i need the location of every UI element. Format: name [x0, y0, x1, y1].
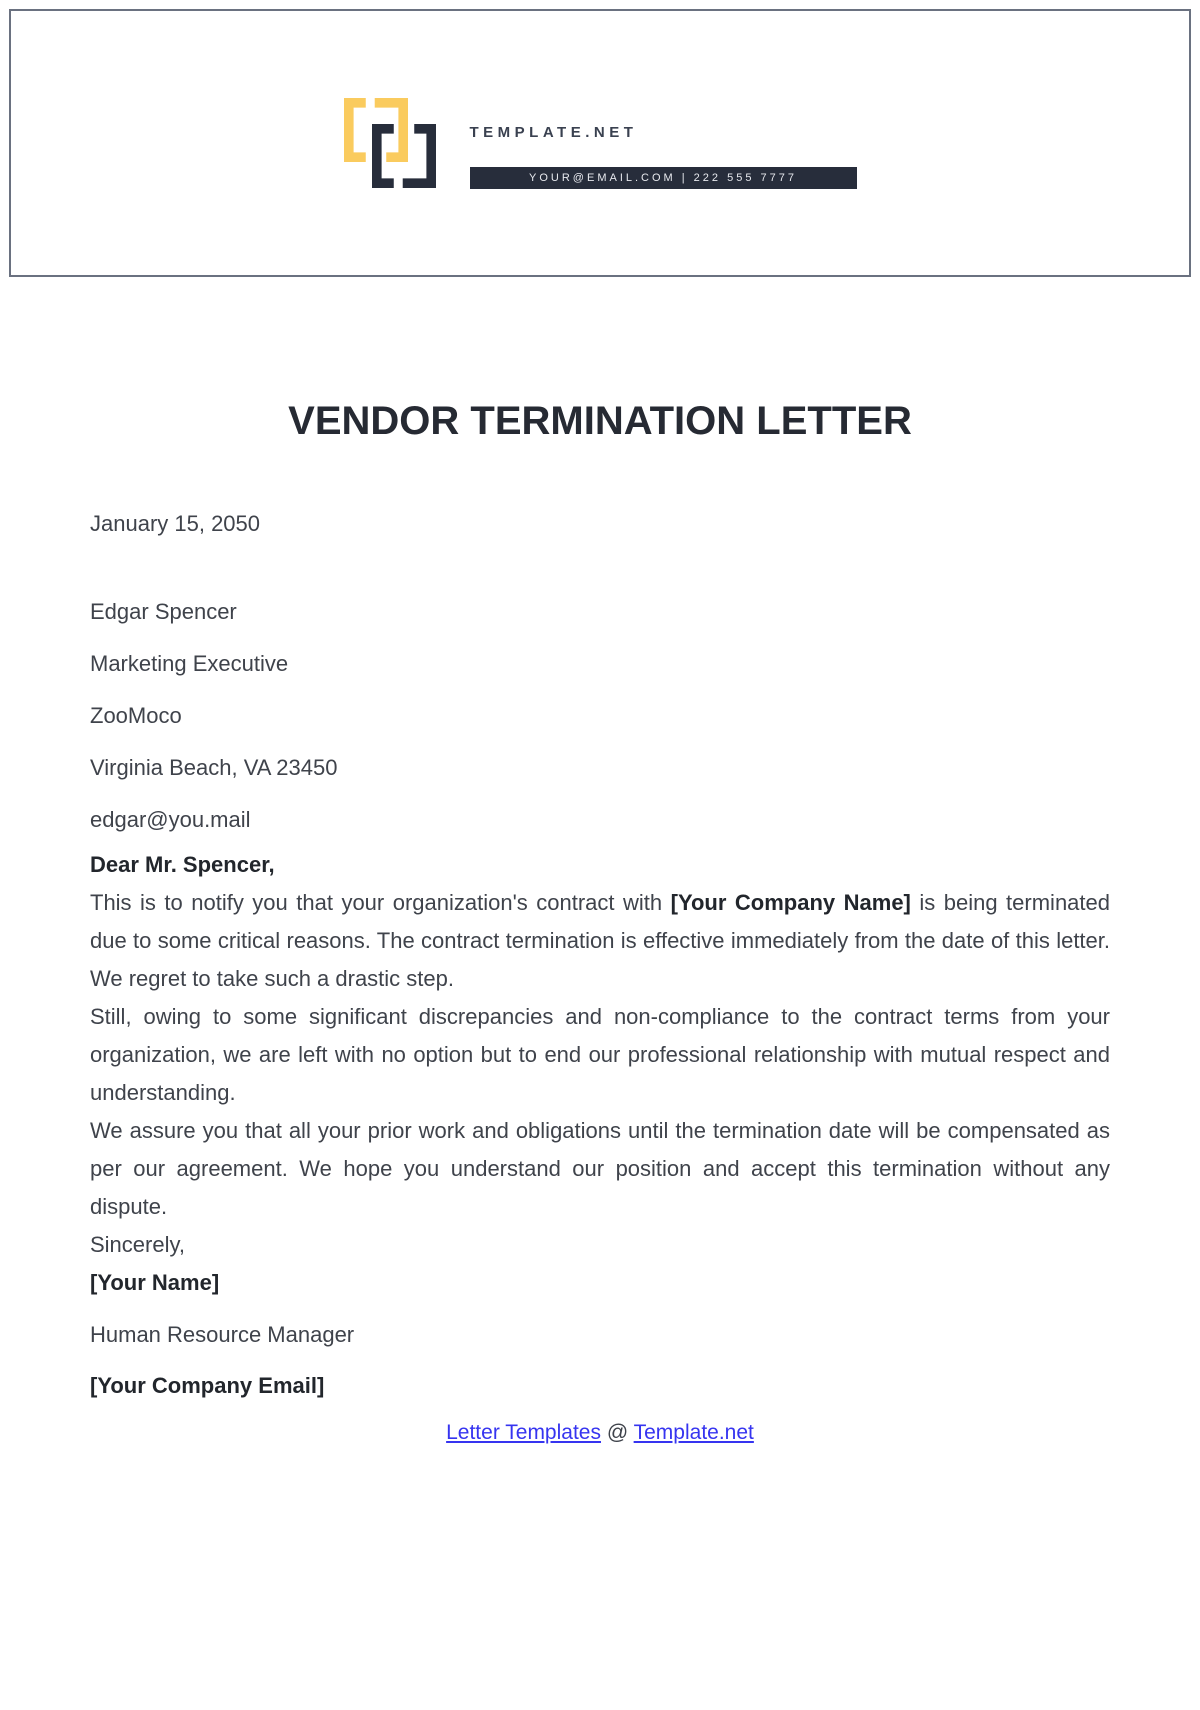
page-title: VENDOR TERMINATION LETTER	[288, 399, 912, 443]
paragraph-3: We assure you that all your prior work and obligations until the termination date will be compensated as per our agreement. We hope you understand our position and accept this termination without any dispute.	[90, 1118, 1110, 1219]
salutation: Dear Mr. Spencer,	[90, 852, 275, 877]
body-block	[90, 846, 1110, 1405]
contact-text: YOUR@EMAIL.COM | 222 555 7777	[529, 171, 797, 184]
recipient-address: Virginia Beach, VA 23450	[90, 755, 338, 780]
brand-name: TEMPLATE.NET	[469, 123, 638, 141]
template-net-link[interactable]: Template.net	[633, 1421, 754, 1444]
template-net-logo-icon	[344, 98, 436, 188]
closing: Sincerely,	[90, 1232, 185, 1257]
footer-attribution	[90, 1417, 1110, 1448]
letter-templates-link[interactable]: Letter Templates	[446, 1421, 601, 1444]
recipient-block	[90, 586, 1110, 846]
paragraph-1	[90, 884, 1110, 998]
recipient-title: Marketing Executive	[90, 651, 289, 676]
signature-name-placeholder: [Your Name]	[90, 1270, 220, 1295]
recipient-name: Edgar Spencer	[90, 599, 237, 624]
signature-title: Human Resource Manager	[90, 1322, 355, 1347]
contact-bar	[470, 167, 857, 189]
paragraph-1-text-cont: is being terminated due to some critical reasons. The contract termination is effective immediately from the date of this letter. We regret to take such a drastic step.	[90, 890, 1110, 991]
letterhead	[9, 9, 1191, 277]
paragraph-2: Still, owing to some significant discrepancies and non-compliance to the contract terms from your organization, we are left with no option but to end our professional relationship with mutual respect and understanding.	[90, 1004, 1110, 1105]
paragraph-1-text: This is to notify you that your organization's contract with	[90, 890, 671, 915]
brand-text-column	[470, 98, 857, 189]
brand-group	[344, 98, 857, 189]
letter-body	[0, 513, 1200, 1448]
signature-email-placeholder: [Your Company Email]	[90, 1373, 325, 1398]
company-name-placeholder: [Your Company Name]	[670, 890, 911, 915]
recipient-company: ZooMoco	[90, 703, 182, 728]
at-separator: @	[606, 1421, 629, 1444]
recipient-email: edgar@you.mail	[90, 807, 251, 832]
letter-date: January 15, 2050	[90, 511, 261, 536]
